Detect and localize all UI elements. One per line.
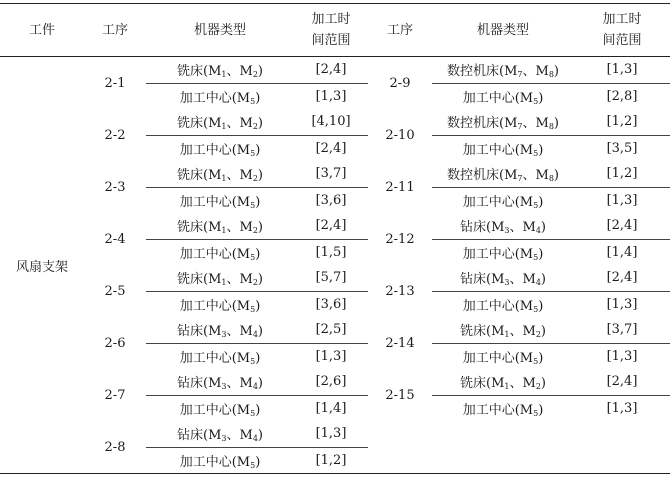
machine-code: M <box>535 168 549 184</box>
machine-cell-right: 加工中心$(M_5)$ <box>462 90 544 106</box>
range-cell: [3,6] <box>315 296 347 312</box>
op-cell: 2-5 <box>104 283 126 299</box>
machine-cell-right: 加工中心$(M_5)$ <box>462 402 544 418</box>
machine-code-subscript: 5 <box>533 148 539 158</box>
range-cell: [1,5] <box>315 244 347 260</box>
header-range-right-line1: 加工时 <box>602 12 642 27</box>
machine-cell: 加工中心$(M_5)$ <box>179 298 261 314</box>
range-cell-right: [2,4] <box>574 213 670 239</box>
op-cell: 2-6 <box>104 335 126 351</box>
machine-code-subscript: 2 <box>535 330 541 340</box>
machine-code: M <box>236 90 251 106</box>
machine-code-subscript: 5 <box>533 304 539 314</box>
machine-name: 加工中心 <box>179 454 232 470</box>
op-cell: 2-7 <box>104 387 126 403</box>
machine-code: M <box>236 194 251 210</box>
range-cell-right: [1,2] <box>574 109 670 135</box>
range-cell-right: [1,3] <box>606 192 638 208</box>
machine-code: M <box>239 116 253 132</box>
machine-name: 加工中心 <box>179 194 232 210</box>
part-name-cell: 风扇支架 <box>15 259 68 275</box>
machine-name: 数控机床 <box>447 116 500 132</box>
machine-code-subscript: 2 <box>252 122 258 132</box>
op-cell: 2-3 <box>104 179 126 195</box>
machine-code: M <box>236 454 251 470</box>
machine-code-subscript: 1 <box>221 278 227 288</box>
table-row <box>0 213 670 239</box>
machine-name: 钻床 <box>460 272 487 288</box>
machine-code: M <box>208 428 222 444</box>
machine-code: M <box>519 298 534 314</box>
machine-code: M <box>504 64 518 80</box>
machine-name: 铣床 <box>177 220 204 236</box>
range-cell-right: [2,8] <box>606 88 638 104</box>
machine-name: 加工中心 <box>462 194 515 210</box>
range-cell: [1,3] <box>315 348 347 364</box>
machine-name: 加工中心 <box>462 298 515 314</box>
machine-cell: 钻床($M_3$、$M_4$) <box>146 369 294 395</box>
op-cell-right: 2-15 <box>385 387 415 403</box>
machine-code: M <box>236 402 251 418</box>
machine-cell: 钻床($M_3$、$M_4$) <box>146 317 294 343</box>
machine-code: M <box>239 324 253 340</box>
machine-code: M <box>504 168 518 184</box>
machine-name: 加工中心 <box>179 246 232 262</box>
header-range <box>294 4 368 57</box>
range-cell: [1,4] <box>315 400 347 416</box>
machine-cell-right: 数控机床($M_7$、$M_8$) <box>432 109 574 135</box>
range-cell-right: [1,3] <box>574 57 670 84</box>
machine-code: M <box>239 168 253 184</box>
machine-code: M <box>208 64 222 80</box>
table-row <box>0 421 670 447</box>
machine-cell: 加工中心$(M_5)$ <box>179 90 261 106</box>
range-cell-right: [3,5] <box>606 140 638 156</box>
op-cell: 2-1 <box>104 75 126 91</box>
range-cell: [2,5] <box>294 317 368 343</box>
machine-code-subscript: 5 <box>533 252 539 262</box>
range-cell: [1,3] <box>294 421 368 447</box>
range-cell: [4,10] <box>294 109 368 135</box>
machine-cell-right: 加工中心$(M_5)$ <box>462 298 544 314</box>
machine-code-subscript: 1 <box>221 70 227 80</box>
machine-name: 加工中心 <box>179 90 232 106</box>
machine-code-subscript: 3 <box>221 434 227 444</box>
header-machine-right: 机器类型 <box>432 4 574 57</box>
range-cell-right: [1,3] <box>606 296 638 312</box>
table-row <box>0 109 670 135</box>
machine-code-subscript: 5 <box>250 356 256 366</box>
machine-cell-right: 数控机床($M_7$、$M_8$) <box>432 57 574 84</box>
machine-code-subscript: 3 <box>221 382 227 392</box>
machine-code: M <box>239 272 253 288</box>
machine-name: 钻床 <box>460 220 487 236</box>
machine-code-subscript: 7 <box>517 174 523 184</box>
machine-code: M <box>504 116 518 132</box>
machine-code-subscript: 1 <box>504 382 510 392</box>
range-cell-right: [2,4] <box>574 369 670 395</box>
machine-cell-right: 加工中心$(M_5)$ <box>462 246 544 262</box>
header-part: 工件 <box>0 4 84 57</box>
machine-name: 加工中心 <box>462 142 515 158</box>
op-cell-right: 2-14 <box>385 335 415 351</box>
machine-name: 铣床 <box>177 168 204 184</box>
machine-code-subscript: 2 <box>252 278 258 288</box>
machine-cell: 铣床($M_1$、$M_2$) <box>146 161 294 187</box>
machine-cell-right: 加工中心$(M_5)$ <box>462 350 544 366</box>
table-body <box>0 57 670 474</box>
machine-code-subscript: 5 <box>250 252 256 262</box>
machine-cell: 加工中心$(M_5)$ <box>179 142 261 158</box>
op-cell-right: 2-11 <box>385 179 415 195</box>
machine-code-subscript: 2 <box>252 70 258 80</box>
machine-code-subscript: 7 <box>517 122 523 132</box>
machine-cell-right: 铣床($M_1$、$M_2$) <box>432 369 574 395</box>
machine-code: M <box>239 428 253 444</box>
process-table <box>0 3 670 474</box>
machine-cell: 加工中心$(M_5)$ <box>179 246 261 262</box>
machine-cell: 加工中心$(M_5)$ <box>179 454 261 470</box>
machine-code: M <box>491 272 505 288</box>
machine-cell: 加工中心$(M_5)$ <box>179 350 261 366</box>
machine-cell-right: 钻床($M_3$、$M_4$) <box>432 265 574 291</box>
machine-code: M <box>519 246 534 262</box>
machine-code-subscript: 4 <box>252 382 258 392</box>
machine-code-subscript: 4 <box>252 434 258 444</box>
machine-code-subscript: 5 <box>533 96 539 106</box>
machine-code-subscript: 4 <box>535 226 541 236</box>
machine-cell-right: 数控机床($M_7$、$M_8$) <box>432 161 574 187</box>
table-header-row <box>0 4 670 57</box>
range-cell: [2,4] <box>315 140 347 156</box>
op-cell-right: 2-12 <box>385 231 415 247</box>
machine-code-subscript: 5 <box>250 408 256 418</box>
machine-code-subscript: 4 <box>252 330 258 340</box>
machine-code-subscript: 3 <box>504 278 510 288</box>
machine-name: 铣床 <box>460 376 487 392</box>
machine-name: 钻床 <box>177 428 204 444</box>
machine-code-subscript: 5 <box>250 148 256 158</box>
machine-code-subscript: 3 <box>221 330 227 340</box>
header-machine: 机器类型 <box>146 4 294 57</box>
machine-code: M <box>208 376 222 392</box>
machine-code: M <box>239 64 253 80</box>
op-cell-right: 2-10 <box>385 127 415 143</box>
machine-name: 加工中心 <box>179 298 232 314</box>
range-cell-right: [1,4] <box>606 244 638 260</box>
machine-name: 加工中心 <box>462 350 515 366</box>
machine-name: 铣床 <box>177 116 204 132</box>
machine-code: M <box>236 246 251 262</box>
machine-code-subscript: 1 <box>504 330 510 340</box>
machine-code-subscript: 1 <box>221 226 227 236</box>
machine-cell: 铣床($M_1$、$M_2$) <box>146 265 294 291</box>
machine-code: M <box>236 298 251 314</box>
op-cell-right: 2-9 <box>389 75 411 91</box>
machine-code: M <box>208 116 222 132</box>
range-cell-right: [1,3] <box>606 400 638 416</box>
machine-code: M <box>519 350 534 366</box>
machine-code: M <box>522 220 536 236</box>
machine-code-subscript: 5 <box>533 356 539 366</box>
machine-code-subscript: 5 <box>250 304 256 314</box>
range-cell: [2,4] <box>294 57 368 84</box>
machine-name: 铣床 <box>460 324 487 340</box>
machine-name: 钻床 <box>177 324 204 340</box>
machine-cell: 加工中心$(M_5)$ <box>179 194 261 210</box>
machine-code-subscript: 5 <box>250 200 256 210</box>
machine-code: M <box>535 116 549 132</box>
machine-cell-right: 铣床($M_1$、$M_2$) <box>432 317 574 343</box>
table-row <box>0 265 670 291</box>
range-cell: [1,2] <box>315 452 347 468</box>
machine-code: M <box>239 376 253 392</box>
range-cell: [3,6] <box>315 192 347 208</box>
op-cell: 2-8 <box>104 439 126 455</box>
machine-code-subscript: 5 <box>533 408 539 418</box>
machine-name: 加工中心 <box>179 350 232 366</box>
machine-code: M <box>208 324 222 340</box>
range-cell: [5,7] <box>294 265 368 291</box>
header-range-line2: 间范围 <box>311 33 351 48</box>
op-cell: 2-2 <box>104 127 126 143</box>
range-cell: [2,6] <box>294 369 368 395</box>
machine-name: 加工中心 <box>179 142 232 158</box>
table-row <box>0 161 670 187</box>
machine-code: M <box>208 272 222 288</box>
machine-code-subscript: 7 <box>517 70 523 80</box>
header-range-right <box>574 4 670 57</box>
op-cell: 2-4 <box>104 231 126 247</box>
machine-code-subscript: 2 <box>252 174 258 184</box>
machine-code-subscript: 5 <box>250 96 256 106</box>
machine-code: M <box>491 324 505 340</box>
machine-code-subscript: 1 <box>221 122 227 132</box>
machine-name: 加工中心 <box>462 90 515 106</box>
machine-cell: 加工中心$(M_5)$ <box>179 402 261 418</box>
machine-code: M <box>535 64 549 80</box>
machine-name: 加工中心 <box>179 402 232 418</box>
header-op: 工序 <box>84 4 146 57</box>
machine-code: M <box>208 220 222 236</box>
machine-name: 铣床 <box>177 272 204 288</box>
header-range-right-line2: 间范围 <box>602 33 642 48</box>
machine-cell: 铣床($M_1$、$M_2$) <box>146 57 294 84</box>
machine-cell-right: 钻床($M_3$、$M_4$) <box>432 213 574 239</box>
machine-cell-right: 加工中心$(M_5)$ <box>462 194 544 210</box>
machine-code: M <box>519 402 534 418</box>
range-cell: [2,4] <box>294 213 368 239</box>
machine-code-subscript: 4 <box>535 278 541 288</box>
machine-code: M <box>522 272 536 288</box>
machine-code-subscript: 8 <box>548 174 554 184</box>
machine-name: 数控机床 <box>447 64 500 80</box>
range-cell-right: [1,2] <box>574 161 670 187</box>
machine-code: M <box>491 376 505 392</box>
machine-code: M <box>236 350 251 366</box>
range-cell: [3,7] <box>294 161 368 187</box>
machine-name: 数控机床 <box>447 168 500 184</box>
machine-cell: 铣床($M_1$、$M_2$) <box>146 213 294 239</box>
range-cell-right: [2,4] <box>574 265 670 291</box>
table-row <box>0 369 670 395</box>
header-range-line1: 加工时 <box>311 12 351 27</box>
machine-name: 铣床 <box>177 64 204 80</box>
machine-code: M <box>519 194 534 210</box>
machine-name: 加工中心 <box>462 402 515 418</box>
machine-code-subscript: 8 <box>548 70 554 80</box>
machine-cell: 铣床($M_1$、$M_2$) <box>146 109 294 135</box>
machine-name: 加工中心 <box>462 246 515 262</box>
empty-cell <box>368 421 670 474</box>
machine-code-subscript: 8 <box>548 122 554 132</box>
machine-code-subscript: 3 <box>504 226 510 236</box>
table-row <box>0 57 670 84</box>
machine-code: M <box>519 90 534 106</box>
range-cell-right: [3,7] <box>574 317 670 343</box>
header-op-right: 工序 <box>368 4 432 57</box>
machine-code: M <box>522 376 536 392</box>
machine-code-subscript: 5 <box>533 200 539 210</box>
machine-cell: 钻床($M_3$、$M_4$) <box>146 421 294 447</box>
op-cell-right: 2-13 <box>385 283 415 299</box>
machine-code-subscript: 5 <box>250 460 256 470</box>
machine-code: M <box>208 168 222 184</box>
machine-code-subscript: 1 <box>221 174 227 184</box>
range-cell: [1,3] <box>315 88 347 104</box>
machine-name: 钻床 <box>177 376 204 392</box>
range-cell-right: [1,3] <box>606 348 638 364</box>
machine-code: M <box>519 142 534 158</box>
machine-code: M <box>236 142 251 158</box>
machine-code: M <box>522 324 536 340</box>
machine-code-subscript: 2 <box>252 226 258 236</box>
machine-code: M <box>491 220 505 236</box>
machine-code-subscript: 2 <box>535 382 541 392</box>
machine-code: M <box>239 220 253 236</box>
table-row <box>0 317 670 343</box>
machine-cell-right: 加工中心$(M_5)$ <box>462 142 544 158</box>
